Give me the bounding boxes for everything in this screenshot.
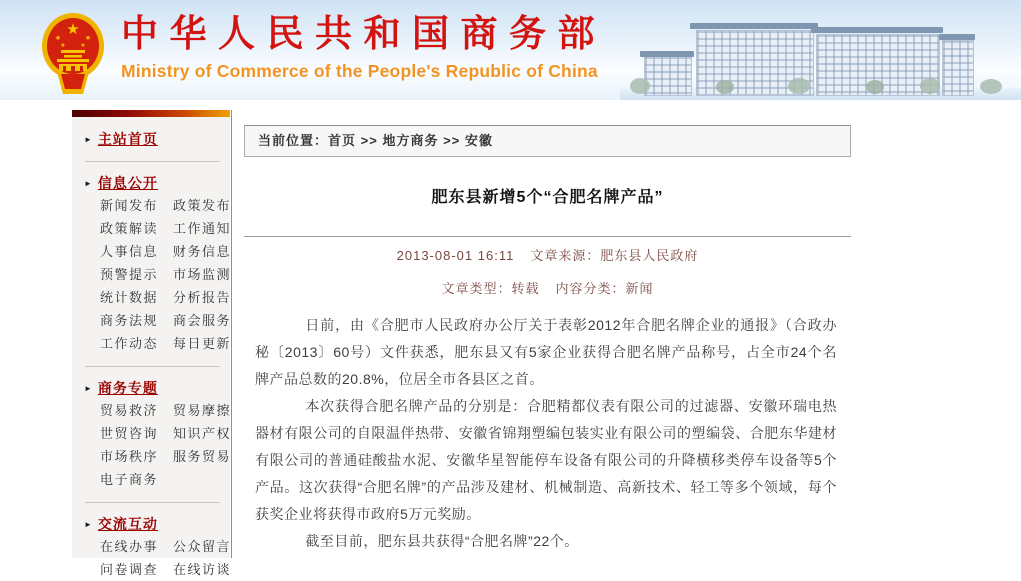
breadcrumb [244,125,851,157]
header-titles [121,12,606,82]
article-paragraph: 日前，由《合肥市人民政府办公厅关于表彰2012年合肥名牌企业的通报》（合政办秘〔2013〕60号）文件获悉，肥东县又有5家企业获得合肥名牌产品称号，占全市24个名牌产品总数的20.8%，位居全市各县区之首。 [255,317,837,387]
sidebar-item[interactable]: 贸易摩擦 [173,403,232,418]
building-tower [942,40,974,96]
sidebar [72,110,232,577]
sidebar-row [72,263,230,286]
sidebar-row [72,217,230,240]
sidebar-item[interactable]: 新闻发布 [100,198,159,213]
breadcrumb-separator: >> [438,133,465,148]
sidebar-section-link[interactable]: 商务专题 [97,380,158,396]
tree [866,80,884,94]
sidebar-divider [85,502,220,503]
article-meta-line2 [244,279,851,299]
sidebar-item[interactable]: 预警提示 [100,267,159,282]
sidebar-item[interactable]: 政策解读 [100,221,159,236]
sidebar-accent-bar [72,110,230,117]
sidebar-item[interactable]: 商务法规 [100,313,159,328]
sidebar-section-header [72,173,230,194]
sidebar-menu [72,117,230,581]
sidebar-item[interactable]: 服务贸易 [173,449,232,464]
article-body [244,312,851,555]
sidebar-item[interactable]: 世贸咨询 [100,426,159,441]
sidebar-row [72,535,230,558]
article-category-label: 内容分类： [555,281,626,296]
sidebar-row [72,332,230,355]
article-source: 肥东县人民政府 [600,248,699,263]
sidebar-row [72,286,230,309]
tree [788,78,810,94]
sidebar-row [72,309,230,332]
vertical-divider [231,110,232,558]
tree [716,80,734,94]
sidebar-item[interactable]: 市场监测 [173,267,232,282]
sidebar-section-header [72,514,230,535]
building-roof [640,51,694,57]
breadcrumb-link-2[interactable]: 地方商务 [382,133,439,148]
breadcrumb-label: 当前位置： [258,133,329,148]
sidebar-item[interactable]: 统计数据 [100,290,159,305]
breadcrumb-link-3[interactable]: 安徽 [464,133,493,148]
site-header [0,0,1021,100]
sidebar-item[interactable]: 公众留言 [173,539,232,554]
right-arrow-icon: ► [84,135,92,144]
right-arrow-icon: ► [84,384,92,393]
sidebar-section-link[interactable]: 主站首页 [97,131,158,147]
article-date: 2013-08-01 16:11 [396,248,515,263]
article-paragraph: 截至目前，肥东县共获得“合肥名牌”22个。 [305,533,579,549]
article-meta-line1 [244,246,851,266]
sidebar-item[interactable]: 贸易救济 [100,403,159,418]
right-arrow-icon: ► [84,179,92,188]
main-content [244,110,851,555]
header-building-graphic [620,0,1021,100]
sidebar-item[interactable]: 分析报告 [173,290,232,305]
sidebar-row [72,422,230,445]
sidebar-row [72,194,230,217]
sidebar-item[interactable]: 知识产权 [173,426,232,441]
sidebar-item[interactable]: 在线办事 [100,539,159,554]
sidebar-item[interactable]: 工作动态 [100,336,159,351]
sidebar-row [72,445,230,468]
tree [980,79,1002,94]
sidebar-row [72,399,230,422]
site-title: 中华人民共和国商务部 [121,13,606,54]
sidebar-item[interactable]: 商会服务 [173,313,232,328]
sidebar-row [72,468,230,491]
national-emblem-icon [40,10,106,96]
tree [920,78,940,94]
sidebar-section-link[interactable]: 交流互动 [97,516,158,532]
sidebar-item[interactable]: 财务信息 [173,244,232,259]
sidebar-section-header [72,129,230,150]
sidebar-section-header [72,378,230,399]
building-roof [690,23,818,29]
sidebar-row [72,558,230,581]
svg-text:★: ★ [66,21,80,38]
site-subtitle: Ministry of Commerce of the People's Republic of China [121,61,598,81]
sidebar-item[interactable]: 每日更新 [173,336,232,351]
svg-text:★: ★ [60,43,66,49]
article-type-label: 文章类型： [441,281,512,296]
tree [630,78,650,94]
svg-text:★: ★ [80,43,86,49]
sidebar-item[interactable]: 在线访谈 [173,562,232,577]
article-source-label: 文章来源： [530,248,601,263]
svg-text:★: ★ [54,35,62,42]
sidebar-item[interactable]: 政策发布 [173,198,232,213]
sidebar-section-link[interactable]: 信息公开 [97,175,158,191]
article-paragraph: 本次获得合肥名牌产品的分别是：合肥精都仪表有限公司的过滤器、安徽环瑞电热器材有限公司的自限温伴热带、安徽省锦翔塑编包装实业有限公司的塑编袋、合肥东华建材有限公司的普通硅酸盐水泥、安徽华星智能停车设备有限公司的升降横移类停车设备等5个产品。这次获得“合肥名牌”的产品涉及建材、机械制造、高新技术、轻工等多个领域，每个获奖企业将获得市政府5万元奖励。 [255,398,837,522]
breadcrumb-separator: >> [356,133,383,148]
sidebar-item[interactable]: 工作通知 [173,221,232,236]
article-title: 肥东县新增5个“合肥名牌产品” [431,189,664,206]
article-category: 新闻 [625,281,654,296]
sidebar-item[interactable]: 问卷调查 [100,562,159,577]
title-divider [244,236,851,237]
sidebar-item[interactable]: 电子商务 [100,472,159,487]
sidebar-row [72,240,230,263]
sidebar-item[interactable]: 人事信息 [100,244,159,259]
breadcrumb-link-1[interactable]: 首页 [328,133,357,148]
building-roof [811,27,943,33]
svg-text:★: ★ [84,35,92,42]
building-small [644,56,692,96]
right-arrow-icon: ► [84,520,92,529]
article-type: 转载 [511,281,540,296]
building-roof [939,34,975,40]
sidebar-item[interactable]: 市场秩序 [100,449,159,464]
sidebar-divider [85,366,220,367]
sidebar-divider [85,161,220,162]
